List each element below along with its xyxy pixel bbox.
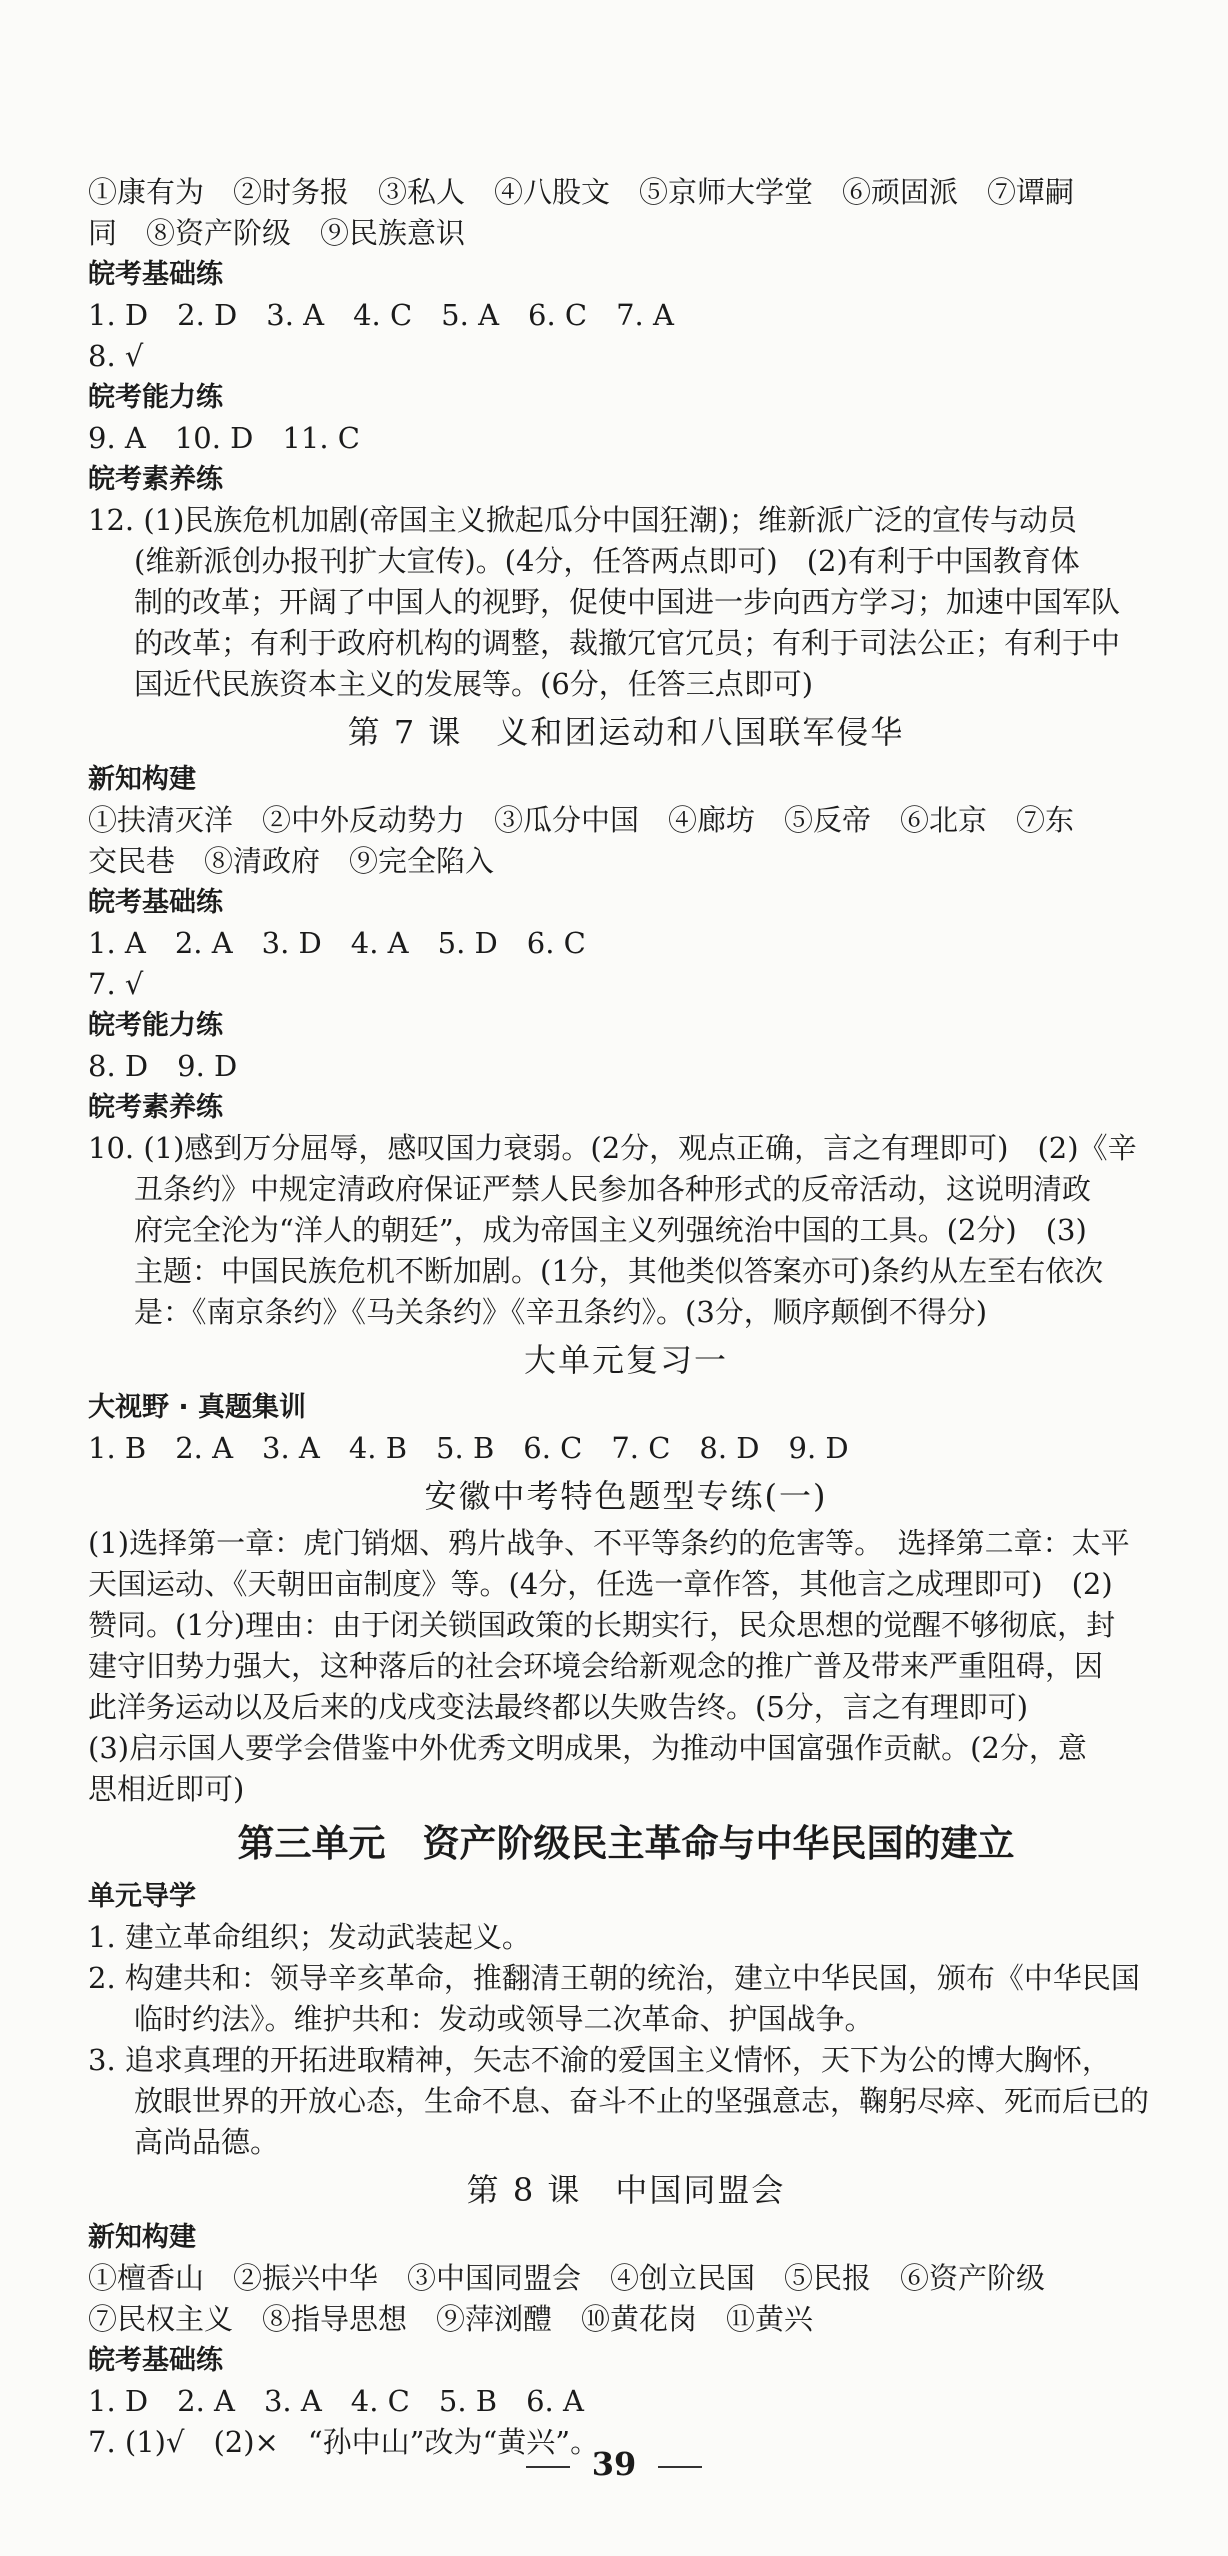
page-number: 39	[591, 2445, 637, 2483]
answer-line: ⑦民权主义 ⑧指导思想 ⑨萍浏醴 ⑩黄花岗 ⑪黄兴	[88, 2302, 814, 2336]
answer-line-continued: 高尚品德。	[134, 2125, 280, 2159]
answer-line-continued: 的改革；有利于政府机构的调整，裁撤冗官冗员；有利于司法公正；有利于中	[134, 626, 1121, 660]
section-heading: 皖考基础练	[88, 887, 223, 918]
answer-line-continued: 丑条约》中规定清政府保证严禁人民参加各种形式的反帝活动，这说明清政	[134, 1172, 1092, 1206]
answer-line: (1)选择第一章：虎门销烟、鸦片战争、不平等条约的危害等。 选择第二章：太平	[88, 1526, 1130, 1560]
answer-line-continued: 是：《南京条约》《马关条约》《辛丑条约》。(3分，顺序颠倒不得分)	[134, 1295, 988, 1329]
answer-line: 1. D 2. A 3. A 4. C 5. B 6. A	[88, 2384, 584, 2418]
section-heading: 皖考素养练	[88, 1092, 223, 1123]
answer-line: 12. (1)民族危机加剧(帝国主义掀起瓜分中国狂潮)；维新派广泛的宣传与动员	[88, 503, 1078, 537]
left-dash	[526, 2466, 570, 2468]
lesson-title: 安徽中考特色题型专练(一)	[424, 1477, 828, 1515]
answer-line-continued: 放眼世界的开放心态，生命不息、奋斗不止的坚强意志，鞠躬尽瘁、死而后已的	[134, 2084, 1150, 2118]
answer-line-continued: 制的改革；开阔了中国人的视野，促使中国进一步向西方学习；加速中国军队	[134, 585, 1121, 619]
section-heading: 新知构建	[88, 764, 196, 795]
section-heading: 皖考能力练	[88, 1010, 223, 1041]
answer-line: 天国运动、《天朝田亩制度》等。(4分，任选一章作答，其他言之成理即可) (2)	[88, 1567, 1113, 1601]
answer-line-continued: 临时约法》。维护共和：发动或领导二次革命、护国战争。	[134, 2002, 874, 2036]
answer-line: 1. 建立革命组织；发动武装起义。	[88, 1920, 531, 1954]
answer-line: 8. √	[88, 339, 144, 373]
answer-line: 交民巷 ⑧清政府 ⑨完全陷入	[88, 844, 495, 878]
answer-line: 赞同。(1分)理由：由于闭关锁国政策的长期实行，民众思想的觉醒不够彻底，封	[88, 1608, 1116, 1642]
answer-line: 7. (1)√ (2)× “孙中山”改为“黄兴”。	[88, 2425, 600, 2459]
answer-line: ①檀香山 ②振兴中华 ③中国同盟会 ④创立民国 ⑤民报 ⑥资产阶级	[88, 2261, 1046, 2295]
answer-line: 1. B 2. A 3. A 4. B 5. B 6. C 7. C 8. D 9. D	[88, 1431, 849, 1465]
answer-line: 3. 追求真理的开拓进取精神，矢志不渝的爱国主义情怀，天下为公的博大胸怀，	[88, 2043, 1111, 2077]
answer-line: 此洋务运动以及后来的戊戌变法最终都以失败告终。(5分，言之有理即可)	[88, 1690, 1029, 1724]
section-heading: 皖考基础练	[88, 259, 223, 290]
answer-line-continued: 府完全沦为“洋人的朝廷”，成为帝国主义列强统治中国的工具。(2分) (3)	[134, 1213, 1087, 1247]
unit-title: 第三单元 资产阶级民主革命与中华民国的建立	[237, 1822, 1015, 1865]
answer-line-continued: 主题：中国民族危机不断加剧。(1分，其他类似答案亦可)条约从左至右依次	[134, 1254, 1104, 1288]
answer-line-continued: 国近代民族资本主义的发展等。(6分，任答三点即可)	[134, 667, 814, 701]
answer-line: ①扶清灭洋 ②中外反动势力 ③瓜分中国 ④廊坊 ⑤反帝 ⑥北京 ⑦东	[88, 803, 1075, 837]
section-heading: 大视野 · 真题集训	[88, 1392, 307, 1423]
answer-line: 8. D 9. D	[88, 1049, 238, 1083]
answer-line: 2. 构建共和：领导辛亥革命，推翻清王朝的统治，建立中华民国，颁布《中华民国	[88, 1961, 1140, 1995]
answer-line: 1. D 2. D 3. A 4. C 5. A 6. C 7. A	[88, 298, 674, 332]
right-dash	[658, 2466, 702, 2468]
lesson-title: 第 8 课 中国同盟会	[466, 2171, 786, 2209]
answer-line: 9. A 10. D 11. C	[88, 421, 360, 455]
lesson-title: 第 7 课 义和团运动和八国联军侵华	[347, 713, 905, 751]
answer-line: 建守旧势力强大，这种落后的社会环境会给新观念的推广普及带来严重阻碍，因	[88, 1649, 1104, 1683]
lesson-title: 大单元复习一	[523, 1341, 728, 1379]
section-heading: 新知构建	[88, 2222, 196, 2253]
section-heading: 皖考素养练	[88, 464, 223, 495]
answer-line: (3)启示国人要学会借鉴中外优秀文明成果，为推动中国富强作贡献。(2分，意	[88, 1731, 1087, 1765]
answer-line: 10. (1)感到万分屈辱，感叹国力衰弱。(2分，观点正确，言之有理即可) (2)《辛	[88, 1131, 1137, 1165]
section-heading: 单元导学	[88, 1881, 196, 1912]
answer-content	[88, 172, 1164, 2463]
answer-line: ①康有为 ②时务报 ③私人 ④八股文 ⑤京师大学堂 ⑥顽固派 ⑦谭嗣	[88, 175, 1075, 209]
answer-line-continued: (维新派创办报刊扩大宣传)。(4分，任答两点即可) (2)有利于中国教育体	[134, 544, 1080, 578]
page-number-footer	[0, 2445, 1228, 2483]
answer-line: 同 ⑧资产阶级 ⑨民族意识	[88, 216, 466, 250]
answer-line: 1. A 2. A 3. D 4. A 5. D 6. C	[88, 926, 586, 960]
answer-line: 思相近即可)	[88, 1772, 245, 1806]
answer-line: 7. √	[88, 967, 144, 1001]
section-heading: 皖考能力练	[88, 382, 223, 413]
section-heading: 皖考基础练	[88, 2345, 223, 2376]
